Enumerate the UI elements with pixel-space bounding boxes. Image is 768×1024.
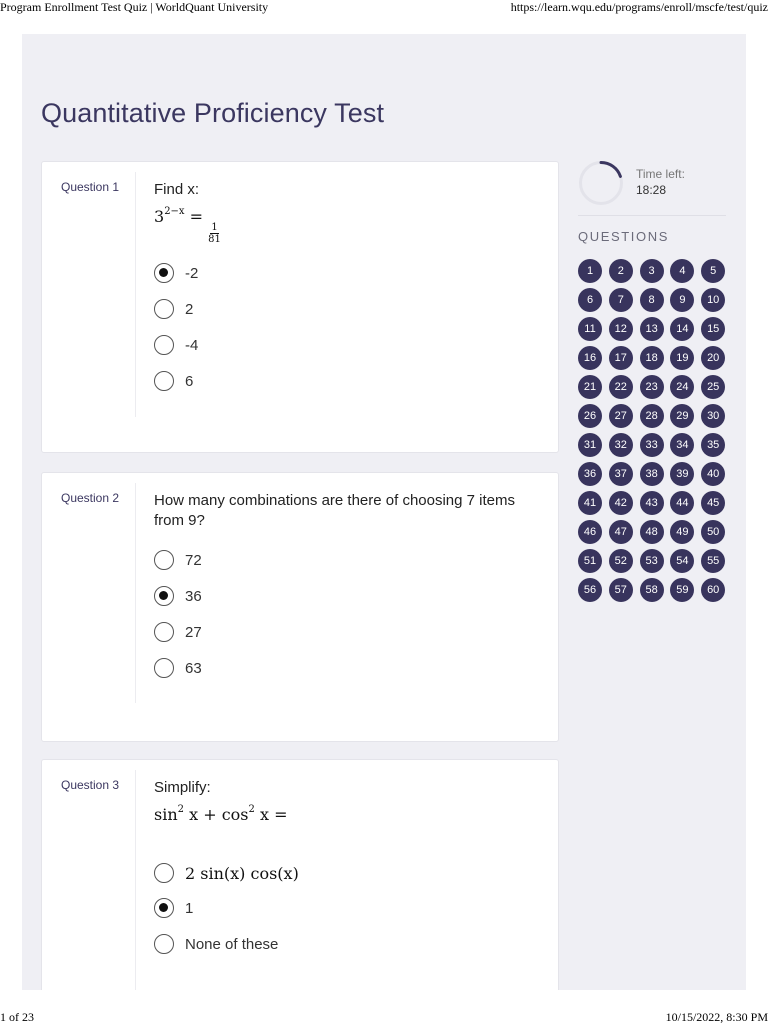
sidebar-divider	[578, 215, 726, 216]
question-label: Question 1	[61, 180, 120, 194]
question-nav-button-29[interactable]: 29	[670, 404, 694, 428]
question-nav-button-13[interactable]: 13	[640, 317, 664, 341]
radio-button[interactable]	[154, 299, 174, 319]
radio-button[interactable]	[154, 863, 174, 883]
question-nav-button-32[interactable]: 32	[609, 433, 633, 457]
equation-exponent: 2	[177, 804, 185, 815]
question-nav-button-41[interactable]: 41	[578, 491, 602, 515]
question-nav-button-25[interactable]: 25	[701, 375, 725, 399]
time-left-value: 18:28	[636, 183, 667, 197]
question-nav-button-33[interactable]: 33	[640, 433, 664, 457]
question-nav-button-58[interactable]: 58	[640, 578, 664, 602]
page-title: Quantitative Proficiency Test	[41, 98, 385, 128]
question-nav-button-9[interactable]: 9	[670, 288, 694, 312]
question-nav-button-49[interactable]: 49	[670, 520, 694, 544]
equation-base: 3	[154, 207, 165, 226]
question-divider	[135, 770, 136, 990]
question-text: Find x:	[154, 181, 200, 198]
question-nav-button-36[interactable]: 36	[578, 462, 602, 486]
option-label: 6	[185, 372, 194, 390]
question-nav-button-2[interactable]: 2	[609, 259, 633, 283]
question-nav-button-21[interactable]: 21	[578, 375, 602, 399]
option-label: -2	[185, 264, 199, 282]
option-label: None of these	[185, 935, 279, 953]
question-nav-button-12[interactable]: 12	[609, 317, 633, 341]
question-nav-button-19[interactable]: 19	[670, 346, 694, 370]
equation-part: sin	[154, 805, 178, 824]
question-nav-button-35[interactable]: 35	[701, 433, 725, 457]
question-nav-button-28[interactable]: 28	[640, 404, 664, 428]
question-text: How many combinations are there of choosing 7 items from 9?	[154, 492, 516, 529]
answer-option[interactable]	[154, 897, 193, 919]
option-label: -4	[185, 336, 199, 354]
question-nav-button-45[interactable]: 45	[701, 491, 725, 515]
print-page-title: Program Enrollment Test Quiz | WorldQuant University	[0, 0, 269, 14]
question-nav-button-7[interactable]: 7	[609, 288, 633, 312]
answer-option[interactable]	[154, 585, 202, 607]
question-nav-button-22[interactable]: 22	[609, 375, 633, 399]
answer-option[interactable]	[154, 621, 202, 643]
print-page-number: 1 of 23	[0, 1010, 34, 1024]
answer-option[interactable]	[154, 298, 193, 320]
question-nav-button-56[interactable]: 56	[578, 578, 602, 602]
question-nav-button-26[interactable]: 26	[578, 404, 602, 428]
option-label: 63	[185, 659, 202, 677]
question-card-2	[41, 472, 559, 742]
question-nav-button-46[interactable]: 46	[578, 520, 602, 544]
question-nav-button-37[interactable]: 37	[609, 462, 633, 486]
question-nav-button-24[interactable]: 24	[670, 375, 694, 399]
fraction-numerator: 1	[211, 222, 218, 233]
answer-option[interactable]	[154, 933, 278, 955]
question-nav-button-1[interactable]: 1	[578, 259, 602, 283]
question-nav-button-44[interactable]: 44	[670, 491, 694, 515]
time-left-label: Time left:	[636, 167, 685, 181]
radio-button-selected[interactable]	[154, 263, 174, 283]
question-nav-button-47[interactable]: 47	[609, 520, 633, 544]
fraction-denominator: 81	[208, 234, 221, 245]
question-navigator	[578, 259, 728, 602]
question-nav-button-31[interactable]: 31	[578, 433, 602, 457]
question-nav-button-17[interactable]: 17	[609, 346, 633, 370]
question-nav-button-4[interactable]: 4	[670, 259, 694, 283]
radio-button[interactable]	[154, 934, 174, 954]
question-card-1	[41, 161, 559, 453]
question-body	[154, 491, 544, 677]
question-nav-button-23[interactable]: 23	[640, 375, 664, 399]
question-nav-button-34[interactable]: 34	[670, 433, 694, 457]
question-nav-button-20[interactable]: 20	[701, 346, 725, 370]
answer-option[interactable]	[154, 262, 198, 284]
option-label: 27	[185, 623, 202, 641]
sidebar	[578, 160, 726, 614]
option-label: 2	[185, 300, 194, 318]
question-nav-button-43[interactable]: 43	[640, 491, 664, 515]
question-nav-button-55[interactable]: 55	[701, 549, 725, 573]
questions-heading: QUESTIONS	[578, 229, 669, 244]
radio-button[interactable]	[154, 371, 174, 391]
option-label: 72	[185, 551, 202, 569]
question-label: Question 3	[61, 778, 120, 792]
equation-equals: =	[184, 207, 209, 226]
question-nav-button-18[interactable]: 18	[640, 346, 664, 370]
radio-button[interactable]	[154, 550, 174, 570]
question-nav-button-16[interactable]: 16	[578, 346, 602, 370]
question-nav-button-3[interactable]: 3	[640, 259, 664, 283]
question-nav-button-11[interactable]: 11	[578, 317, 602, 341]
question-divider	[135, 172, 136, 417]
question-nav-button-15[interactable]: 15	[701, 317, 725, 341]
option-label: 36	[185, 587, 202, 605]
question-equation	[154, 804, 544, 830]
radio-button-selected[interactable]	[154, 898, 174, 918]
radio-button-selected[interactable]	[154, 586, 174, 606]
question-body	[154, 778, 544, 953]
question-nav-button-57[interactable]: 57	[609, 578, 633, 602]
question-nav-button-40[interactable]: 40	[701, 462, 725, 486]
radio-button[interactable]	[154, 335, 174, 355]
question-body	[154, 180, 544, 390]
page-background	[22, 34, 746, 990]
answer-option[interactable]	[154, 334, 198, 356]
equation-part: x =	[254, 805, 288, 824]
equation-part: x + cos	[184, 805, 249, 824]
question-nav-button-42[interactable]: 42	[609, 491, 633, 515]
question-nav-button-52[interactable]: 52	[609, 549, 633, 573]
question-nav-button-54[interactable]: 54	[670, 549, 694, 573]
question-nav-button-53[interactable]: 53	[640, 549, 664, 573]
question-divider	[135, 483, 136, 703]
print-datetime: 10/15/2022, 8:30 PM	[665, 1010, 768, 1024]
option-label: 1	[185, 899, 194, 917]
radio-button[interactable]	[154, 622, 174, 642]
question-nav-button-30[interactable]: 30	[701, 404, 725, 428]
equation-exponent: 2	[248, 804, 255, 815]
answer-option[interactable]	[154, 657, 202, 679]
equation-fraction	[208, 222, 221, 245]
answer-option[interactable]	[154, 370, 193, 392]
question-nav-button-6[interactable]: 6	[578, 288, 602, 312]
question-nav-button-38[interactable]: 38	[640, 462, 664, 486]
question-label: Question 2	[61, 491, 120, 505]
print-page-url: https://learn.wqu.edu/programs/enroll/mscfe/test/quiz	[510, 0, 768, 14]
equation-exponent: 2−x	[164, 206, 185, 217]
question-nav-button-8[interactable]: 8	[640, 288, 664, 312]
question-nav-button-14[interactable]: 14	[670, 317, 694, 341]
question-nav-button-10[interactable]: 10	[701, 288, 725, 312]
print-header	[0, 0, 768, 16]
question-text: Simplify:	[154, 779, 211, 796]
radio-button[interactable]	[154, 658, 174, 678]
answer-option[interactable]	[154, 549, 202, 571]
timer-ring-icon	[578, 160, 624, 206]
question-nav-button-48[interactable]: 48	[640, 520, 664, 544]
question-nav-button-60[interactable]: 60	[701, 578, 725, 602]
question-equation	[154, 206, 544, 245]
question-nav-button-39[interactable]: 39	[670, 462, 694, 486]
question-card-3	[41, 759, 559, 990]
question-nav-button-27[interactable]: 27	[609, 404, 633, 428]
question-nav-button-5[interactable]: 5	[701, 259, 725, 283]
option-label: 2 sin(x) cos(x)	[185, 863, 299, 883]
print-footer	[0, 1010, 768, 1024]
question-nav-button-59[interactable]: 59	[670, 578, 694, 602]
question-nav-button-51[interactable]: 51	[578, 549, 602, 573]
question-nav-button-50[interactable]: 50	[701, 520, 725, 544]
answer-option[interactable]	[154, 862, 299, 884]
